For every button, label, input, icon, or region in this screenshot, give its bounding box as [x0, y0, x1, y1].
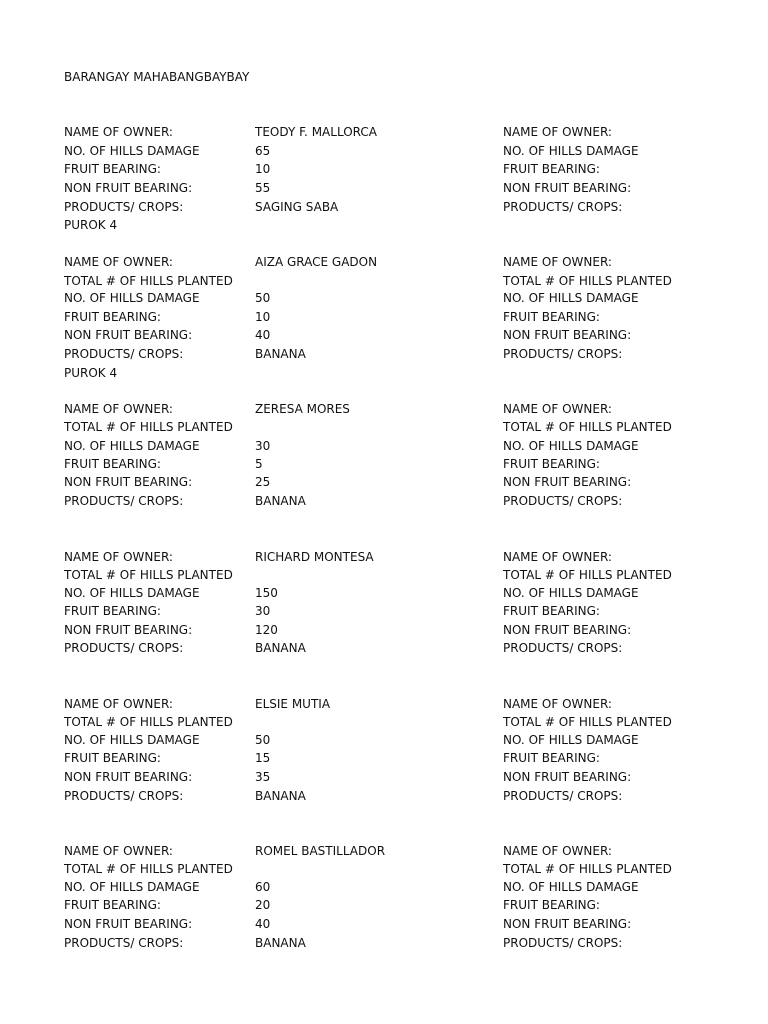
label-products-crops: PRODUCTS/ CROPS:	[503, 494, 623, 508]
label-products-crops: PRODUCTS/ CROPS:	[64, 936, 184, 950]
label-total-hills-planted: TOTAL # OF HILLS PLANTED	[64, 420, 233, 434]
label-products-crops: PRODUCTS/ CROPS:	[64, 641, 184, 655]
label-hills-damage: NO. OF HILLS DAMAGE	[503, 733, 639, 747]
purok-label: PUROK 4	[64, 366, 118, 380]
label-total-hills-planted: TOTAL # OF HILLS PLANTED	[503, 715, 672, 729]
label-products-crops: PRODUCTS/ CROPS:	[503, 789, 623, 803]
label-hills-damage: NO. OF HILLS DAMAGE	[503, 586, 639, 600]
label-hills-damage: NO. OF HILLS DAMAGE	[64, 733, 200, 747]
label-non-fruit-bearing: NON FRUIT BEARING:	[64, 475, 193, 489]
label-non-fruit-bearing: NON FRUIT BEARING:	[503, 475, 632, 489]
non-fruit-bearing-value: 55	[255, 181, 271, 195]
label-name-of-owner: NAME OF OWNER:	[503, 255, 612, 269]
non-fruit-bearing-value: 35	[255, 770, 271, 784]
label-fruit-bearing: FRUIT BEARING:	[503, 751, 600, 765]
label-name-of-owner: NAME OF OWNER:	[503, 550, 612, 564]
products-crops-value: BANANA	[255, 641, 306, 655]
owner-name: AIZA GRACE GADON	[255, 255, 378, 269]
products-crops-value: BANANA	[255, 936, 306, 950]
label-non-fruit-bearing: NON FRUIT BEARING:	[503, 328, 632, 342]
label-non-fruit-bearing: NON FRUIT BEARING:	[64, 181, 193, 195]
label-products-crops: PRODUCTS/ CROPS:	[64, 494, 184, 508]
label-products-crops: PRODUCTS/ CROPS:	[503, 347, 623, 361]
label-total-hills-planted: TOTAL # OF HILLS PLANTED	[64, 715, 233, 729]
owner-name: ROMEL BASTILLADOR	[255, 844, 386, 858]
label-name-of-owner: NAME OF OWNER:	[503, 844, 612, 858]
label-non-fruit-bearing: NON FRUIT BEARING:	[64, 770, 193, 784]
label-products-crops: PRODUCTS/ CROPS:	[64, 789, 184, 803]
hills-damage-value: 65	[255, 144, 271, 158]
label-hills-damage: NO. OF HILLS DAMAGE	[64, 291, 200, 305]
label-non-fruit-bearing: NON FRUIT BEARING:	[503, 623, 632, 637]
label-total-hills-planted: TOTAL # OF HILLS PLANTED	[503, 862, 672, 876]
hills-damage-value: 150	[255, 586, 278, 600]
label-products-crops: PRODUCTS/ CROPS:	[64, 200, 184, 214]
hills-damage-value: 50	[255, 733, 271, 747]
non-fruit-bearing-value: 40	[255, 917, 271, 931]
owner-name: ELSIE MUTIA	[255, 697, 331, 711]
label-non-fruit-bearing: NON FRUIT BEARING:	[64, 917, 193, 931]
label-fruit-bearing: FRUIT BEARING:	[64, 751, 161, 765]
owner-name: TEODY F. MALLORCA	[255, 125, 377, 139]
document-header: BARANGAY MAHABANGBAYBAY	[64, 70, 250, 84]
label-name-of-owner: NAME OF OWNER:	[64, 697, 173, 711]
label-name-of-owner: NAME OF OWNER:	[64, 402, 173, 416]
owner-name: RICHARD MONTESA	[255, 550, 374, 564]
fruit-bearing-value: 30	[255, 604, 271, 618]
fruit-bearing-value: 10	[255, 162, 271, 176]
hills-damage-value: 60	[255, 880, 271, 894]
label-hills-damage: NO. OF HILLS DAMAGE	[503, 880, 639, 894]
label-fruit-bearing: FRUIT BEARING:	[64, 898, 161, 912]
label-fruit-bearing: FRUIT BEARING:	[503, 604, 600, 618]
label-fruit-bearing: FRUIT BEARING:	[503, 898, 600, 912]
label-name-of-owner: NAME OF OWNER:	[64, 255, 173, 269]
products-crops-value: BANANA	[255, 789, 306, 803]
label-fruit-bearing: FRUIT BEARING:	[503, 457, 600, 471]
products-crops-value: BANANA	[255, 494, 306, 508]
label-non-fruit-bearing: NON FRUIT BEARING:	[503, 917, 632, 931]
label-products-crops: PRODUCTS/ CROPS:	[64, 347, 184, 361]
owner-name: ZERESA MORES	[255, 402, 350, 416]
label-fruit-bearing: FRUIT BEARING:	[503, 310, 600, 324]
label-total-hills-planted: TOTAL # OF HILLS PLANTED	[64, 568, 233, 582]
label-hills-damage: NO. OF HILLS DAMAGE	[64, 880, 200, 894]
label-non-fruit-bearing: NON FRUIT BEARING:	[64, 328, 193, 342]
label-total-hills-planted: TOTAL # OF HILLS PLANTED	[64, 274, 233, 288]
label-fruit-bearing: FRUIT BEARING:	[64, 604, 161, 618]
non-fruit-bearing-value: 120	[255, 623, 278, 637]
label-hills-damage: NO. OF HILLS DAMAGE	[64, 144, 200, 158]
label-products-crops: PRODUCTS/ CROPS:	[503, 200, 623, 214]
label-fruit-bearing: FRUIT BEARING:	[503, 162, 600, 176]
non-fruit-bearing-value: 25	[255, 475, 271, 489]
non-fruit-bearing-value: 40	[255, 328, 271, 342]
fruit-bearing-value: 10	[255, 310, 271, 324]
label-hills-damage: NO. OF HILLS DAMAGE	[503, 439, 639, 453]
label-non-fruit-bearing: NON FRUIT BEARING:	[64, 623, 193, 637]
label-total-hills-planted: TOTAL # OF HILLS PLANTED	[64, 862, 233, 876]
label-non-fruit-bearing: NON FRUIT BEARING:	[503, 181, 632, 195]
products-crops-value: SAGING SABA	[255, 200, 339, 214]
label-name-of-owner: NAME OF OWNER:	[64, 844, 173, 858]
label-name-of-owner: NAME OF OWNER:	[64, 125, 173, 139]
products-crops-value: BANANA	[255, 347, 306, 361]
hills-damage-value: 30	[255, 439, 271, 453]
label-total-hills-planted: TOTAL # OF HILLS PLANTED	[503, 420, 672, 434]
label-name-of-owner: NAME OF OWNER:	[503, 125, 612, 139]
label-hills-damage: NO. OF HILLS DAMAGE	[64, 439, 200, 453]
label-hills-damage: NO. OF HILLS DAMAGE	[64, 586, 200, 600]
label-hills-damage: NO. OF HILLS DAMAGE	[503, 291, 639, 305]
label-products-crops: PRODUCTS/ CROPS:	[503, 641, 623, 655]
label-fruit-bearing: FRUIT BEARING:	[64, 162, 161, 176]
purok-label: PUROK 4	[64, 218, 118, 232]
label-total-hills-planted: TOTAL # OF HILLS PLANTED	[503, 568, 672, 582]
label-fruit-bearing: FRUIT BEARING:	[64, 310, 161, 324]
label-total-hills-planted: TOTAL # OF HILLS PLANTED	[503, 274, 672, 288]
fruit-bearing-value: 15	[255, 751, 271, 765]
fruit-bearing-value: 20	[255, 898, 271, 912]
label-products-crops: PRODUCTS/ CROPS:	[503, 936, 623, 950]
label-name-of-owner: NAME OF OWNER:	[503, 697, 612, 711]
label-fruit-bearing: FRUIT BEARING:	[64, 457, 161, 471]
label-non-fruit-bearing: NON FRUIT BEARING:	[503, 770, 632, 784]
hills-damage-value: 50	[255, 291, 271, 305]
label-name-of-owner: NAME OF OWNER:	[503, 402, 612, 416]
label-name-of-owner: NAME OF OWNER:	[64, 550, 173, 564]
fruit-bearing-value: 5	[255, 457, 263, 471]
label-hills-damage: NO. OF HILLS DAMAGE	[503, 144, 639, 158]
